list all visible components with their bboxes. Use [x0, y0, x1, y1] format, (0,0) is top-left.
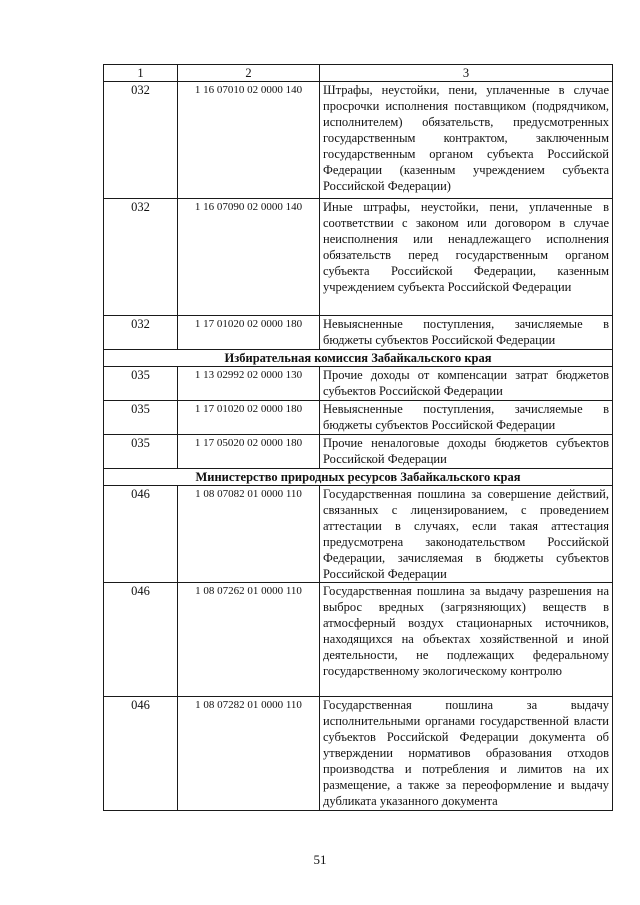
admin-code-cell: 035: [104, 401, 178, 435]
section-heading-row: [104, 469, 613, 486]
section-heading-row: [104, 350, 613, 367]
admin-code-cell: 032: [104, 316, 178, 350]
description-cell: Иные штрафы, неустойки, пени, уплаченные в соответствии с законом или договором в случае неисполнения или ненадлежащего исполнения обязательств перед государственным органом субъекта Российской Федерации, казенным учреждением субъекта Российской Федерации: [320, 199, 613, 316]
revenue-code-cell: 1 17 01020 02 0000 180: [178, 401, 320, 435]
description-cell: Прочие доходы от компенсации затрат бюджетов субъектов Российской Федерации: [320, 367, 613, 401]
page-number: 51: [313, 852, 327, 867]
table-row: [104, 316, 613, 350]
table-row: [104, 367, 613, 401]
table-header-row: [104, 65, 613, 82]
revenue-code-cell: 1 08 07282 01 0000 110: [178, 697, 320, 811]
description-cell: Прочие неналоговые доходы бюджетов субъектов Российской Федерации: [320, 435, 613, 469]
revenue-code-cell: 1 17 05020 02 0000 180: [178, 435, 320, 469]
column-header-1: 1: [104, 65, 178, 82]
section-title: Избирательная комиссия Забайкальского края: [104, 350, 613, 367]
admin-code-cell: 035: [104, 367, 178, 401]
admin-code-cell: 035: [104, 435, 178, 469]
table-row: [104, 199, 613, 316]
admin-code-cell: 046: [104, 486, 178, 583]
revenue-code-cell: 1 13 02992 02 0000 130: [178, 367, 320, 401]
table-row: [104, 82, 613, 199]
admin-code-cell: 046: [104, 583, 178, 697]
revenue-code-cell: 1 08 07262 01 0000 110: [178, 583, 320, 697]
column-header-2: 2: [178, 65, 320, 82]
revenue-code-cell: 1 08 07082 01 0000 110: [178, 486, 320, 583]
description-cell: Государственная пошлина за выдачу разрешения на выброс вредных (загрязняющих) веществ в атмосферный воздух стационарных источников, находящихся на объектах хозяйственной и иной деятельности, не подлежащих федеральному государственному экологическому контролю: [320, 583, 613, 697]
table-row: [104, 583, 613, 697]
admin-code-cell: 046: [104, 697, 178, 811]
column-header-3: 3: [320, 65, 613, 82]
revenue-code-cell: 1 16 07090 02 0000 140: [178, 199, 320, 316]
revenue-codes-table: [103, 64, 613, 811]
admin-code-cell: 032: [104, 199, 178, 316]
admin-code-cell: 032: [104, 82, 178, 199]
description-cell: Государственная пошлина за совершение действий, связанных с лицензированием, с проведением аттестации в случаях, если такая аттестация предусмотрена законодательством Российской Федерации, зачисляемая в бюджеты субъектов Российской Федерации: [320, 486, 613, 583]
table-row: [104, 697, 613, 811]
description-cell: Штрафы, неустойки, пени, уплаченные в случае просрочки исполнения поставщиком (подрядчиком, исполнителем) обязательств, предусмотренных государственным контрактом, заключенным государственным органом субъекта Российской Федерации (казенным учреждением субъекта Российской Федерации): [320, 82, 613, 199]
table-row: [104, 401, 613, 435]
section-title: Министерство природных ресурсов Забайкальского края: [104, 469, 613, 486]
table-row: [104, 486, 613, 583]
revenue-code-cell: 1 16 07010 02 0000 140: [178, 82, 320, 199]
description-cell: Невыясненные поступления, зачисляемые в бюджеты субъектов Российской Федерации: [320, 401, 613, 435]
revenue-code-cell: 1 17 01020 02 0000 180: [178, 316, 320, 350]
description-cell: Государственная пошлина за выдачу исполнительными органами государственной власти субъектов Российской Федерации документа об утверждении нормативов образования отходов производства и потребления и лимитов на их размещение, а также за переоформление и выдачу дубликата указанного документа: [320, 697, 613, 811]
description-cell: Невыясненные поступления, зачисляемые в бюджеты субъектов Российской Федерации: [320, 316, 613, 350]
table-row: [104, 435, 613, 469]
